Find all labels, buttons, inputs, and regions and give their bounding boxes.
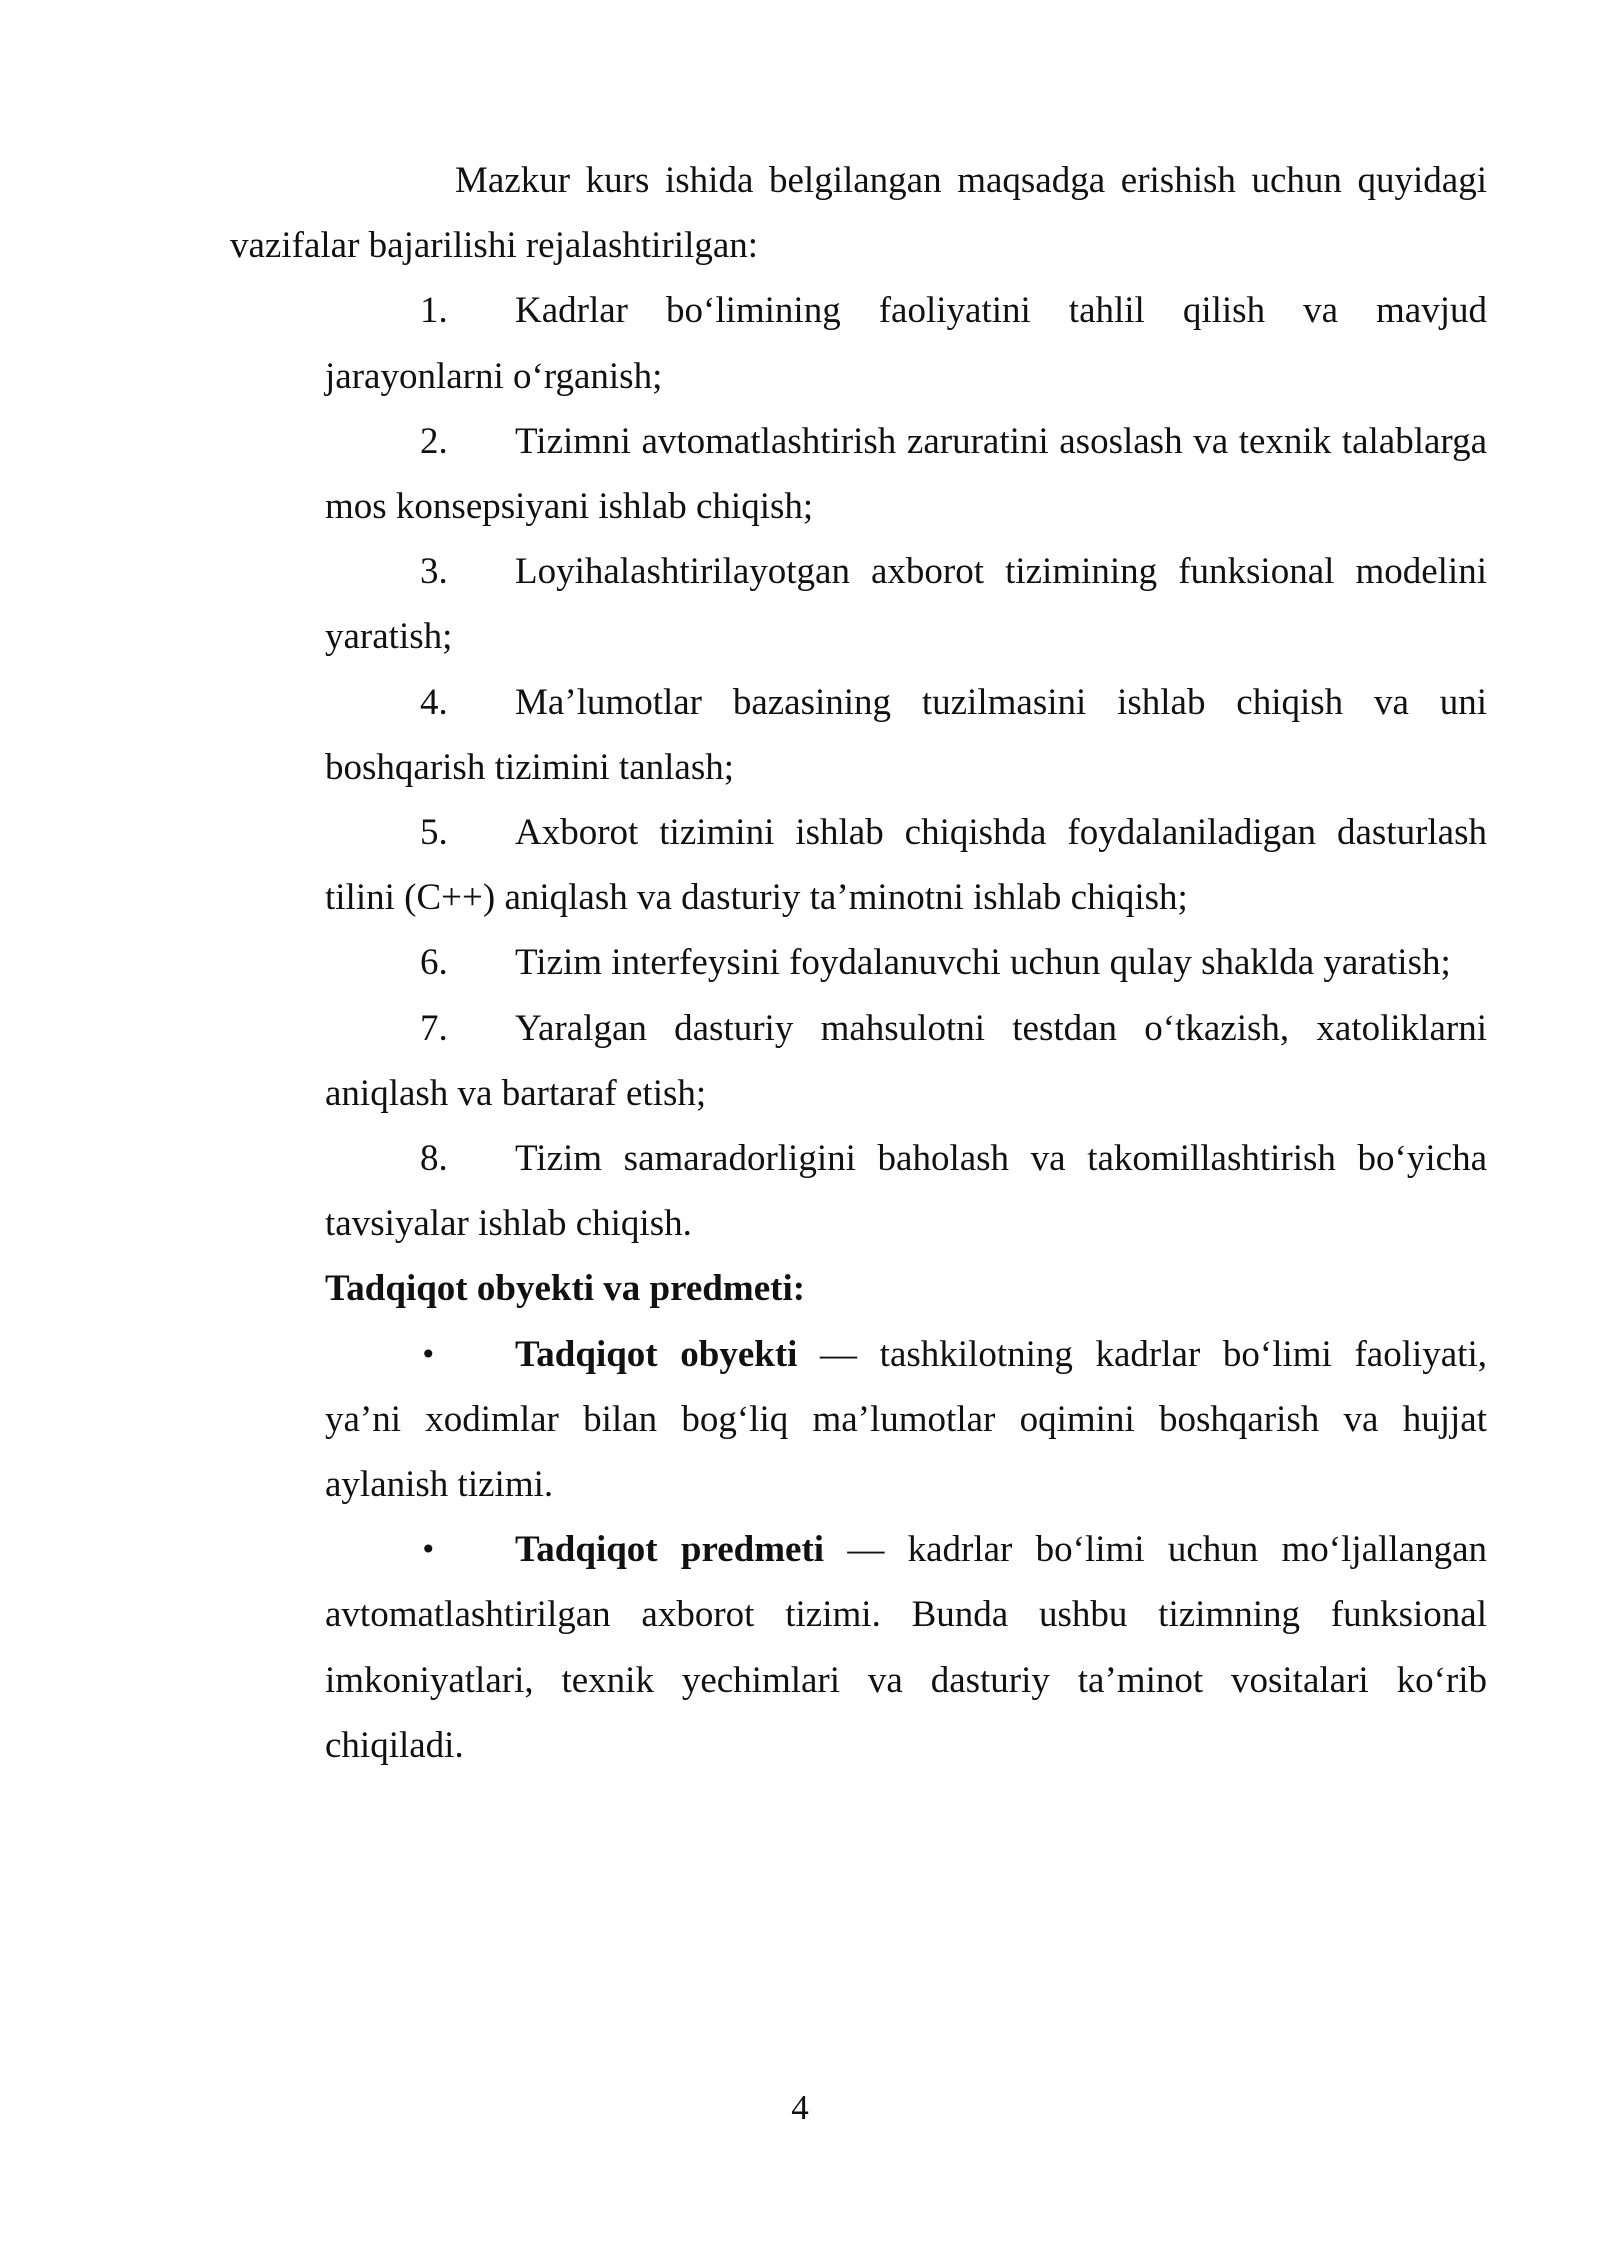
task-number: 1. <box>420 290 448 332</box>
bullet-item-subject <box>325 1517 1487 1778</box>
task-item-5 <box>325 800 1487 930</box>
section-heading: Tadqiqot obyekti va predmeti: <box>325 1268 806 1310</box>
task-item-3 <box>325 539 1487 669</box>
bullet-text: — tashkilotning kadrlar bo‘limi faoliyati, ya’ni xodimlar bilan bog‘liq ma’lumotlar oqimini boshqarish va hujjat aylanish tizimi. <box>325 1333 1487 1506</box>
task-text: Kadrlar bo‘limining faoliyatini tahlil qilish va mavjud jarayonlarni o‘rganish; <box>325 290 1487 397</box>
bullet-marker: • <box>420 1337 437 1371</box>
task-number: 6. <box>420 942 448 984</box>
bullet-term: Tadqiqot obyekti <box>515 1333 798 1375</box>
task-text: Ma’lumotlar bazasining tuzilmasini ishlab chiqish va uni boshqarish tizimini tanlash; <box>325 681 1487 788</box>
task-number: 4. <box>420 681 448 723</box>
task-text: Tizimni avtomatlashtirish zaruratini asoslash va texnik talablarga mos konsepsiyani ishlab chiqish; <box>325 420 1487 528</box>
task-item-1 <box>325 278 1487 408</box>
task-text: Tizim interfeysini foydalanuvchi uchun qulay shaklda yaratish; <box>515 942 1451 984</box>
intro-paragraph: Mazkur kurs ishida belgilangan maqsadga erishish uchun quyidagi vazifalar bajarilishi rejalashtirilgan: <box>230 160 1487 267</box>
task-number: 8. <box>420 1138 448 1180</box>
page-number: 4 <box>791 2088 809 2127</box>
bullet-marker: • <box>420 1533 437 1567</box>
task-number: 2. <box>420 420 448 462</box>
task-item-7 <box>325 996 1487 1126</box>
task-number: 7. <box>420 1007 448 1049</box>
task-item-2 <box>325 409 1487 539</box>
task-text: Tizim samaradorligini baholash va takomillashtirish bo‘yicha tavsiyalar ishlab chiqish. <box>325 1138 1487 1245</box>
bullet-item-object <box>325 1322 1487 1518</box>
task-item-6 <box>325 930 1487 995</box>
bullet-term: Tadqiqot predmeti <box>515 1529 825 1571</box>
task-number: 3. <box>420 551 448 593</box>
task-number: 5. <box>420 812 448 854</box>
page-body <box>230 148 1487 1778</box>
task-text: Loyihalashtirilayotgan axborot tizimining funksional modelini yaratish; <box>325 551 1487 658</box>
task-item-4 <box>325 670 1487 800</box>
bullet-text: — kadrlar bo‘limi uchun mo‘ljallangan avtomatlashtirilgan axborot tizimi. Bunda ushbu tizimning funksional imkoniyatlari, texnik yechimlari va dasturiy ta’minot vositalari ko‘rib chiqiladi. <box>325 1529 1487 1766</box>
task-item-8 <box>325 1126 1487 1256</box>
task-text: Yaralgan dasturiy mahsulotni testdan o‘tkazish, xatoliklarni aniqlash va bartaraf etish; <box>325 1007 1487 1114</box>
task-text: Axborot tizimini ishlab chiqishda foydalaniladigan dasturlash tilini (C++) aniqlash va dasturiy ta’minotni ishlab chiqish; <box>325 812 1487 919</box>
